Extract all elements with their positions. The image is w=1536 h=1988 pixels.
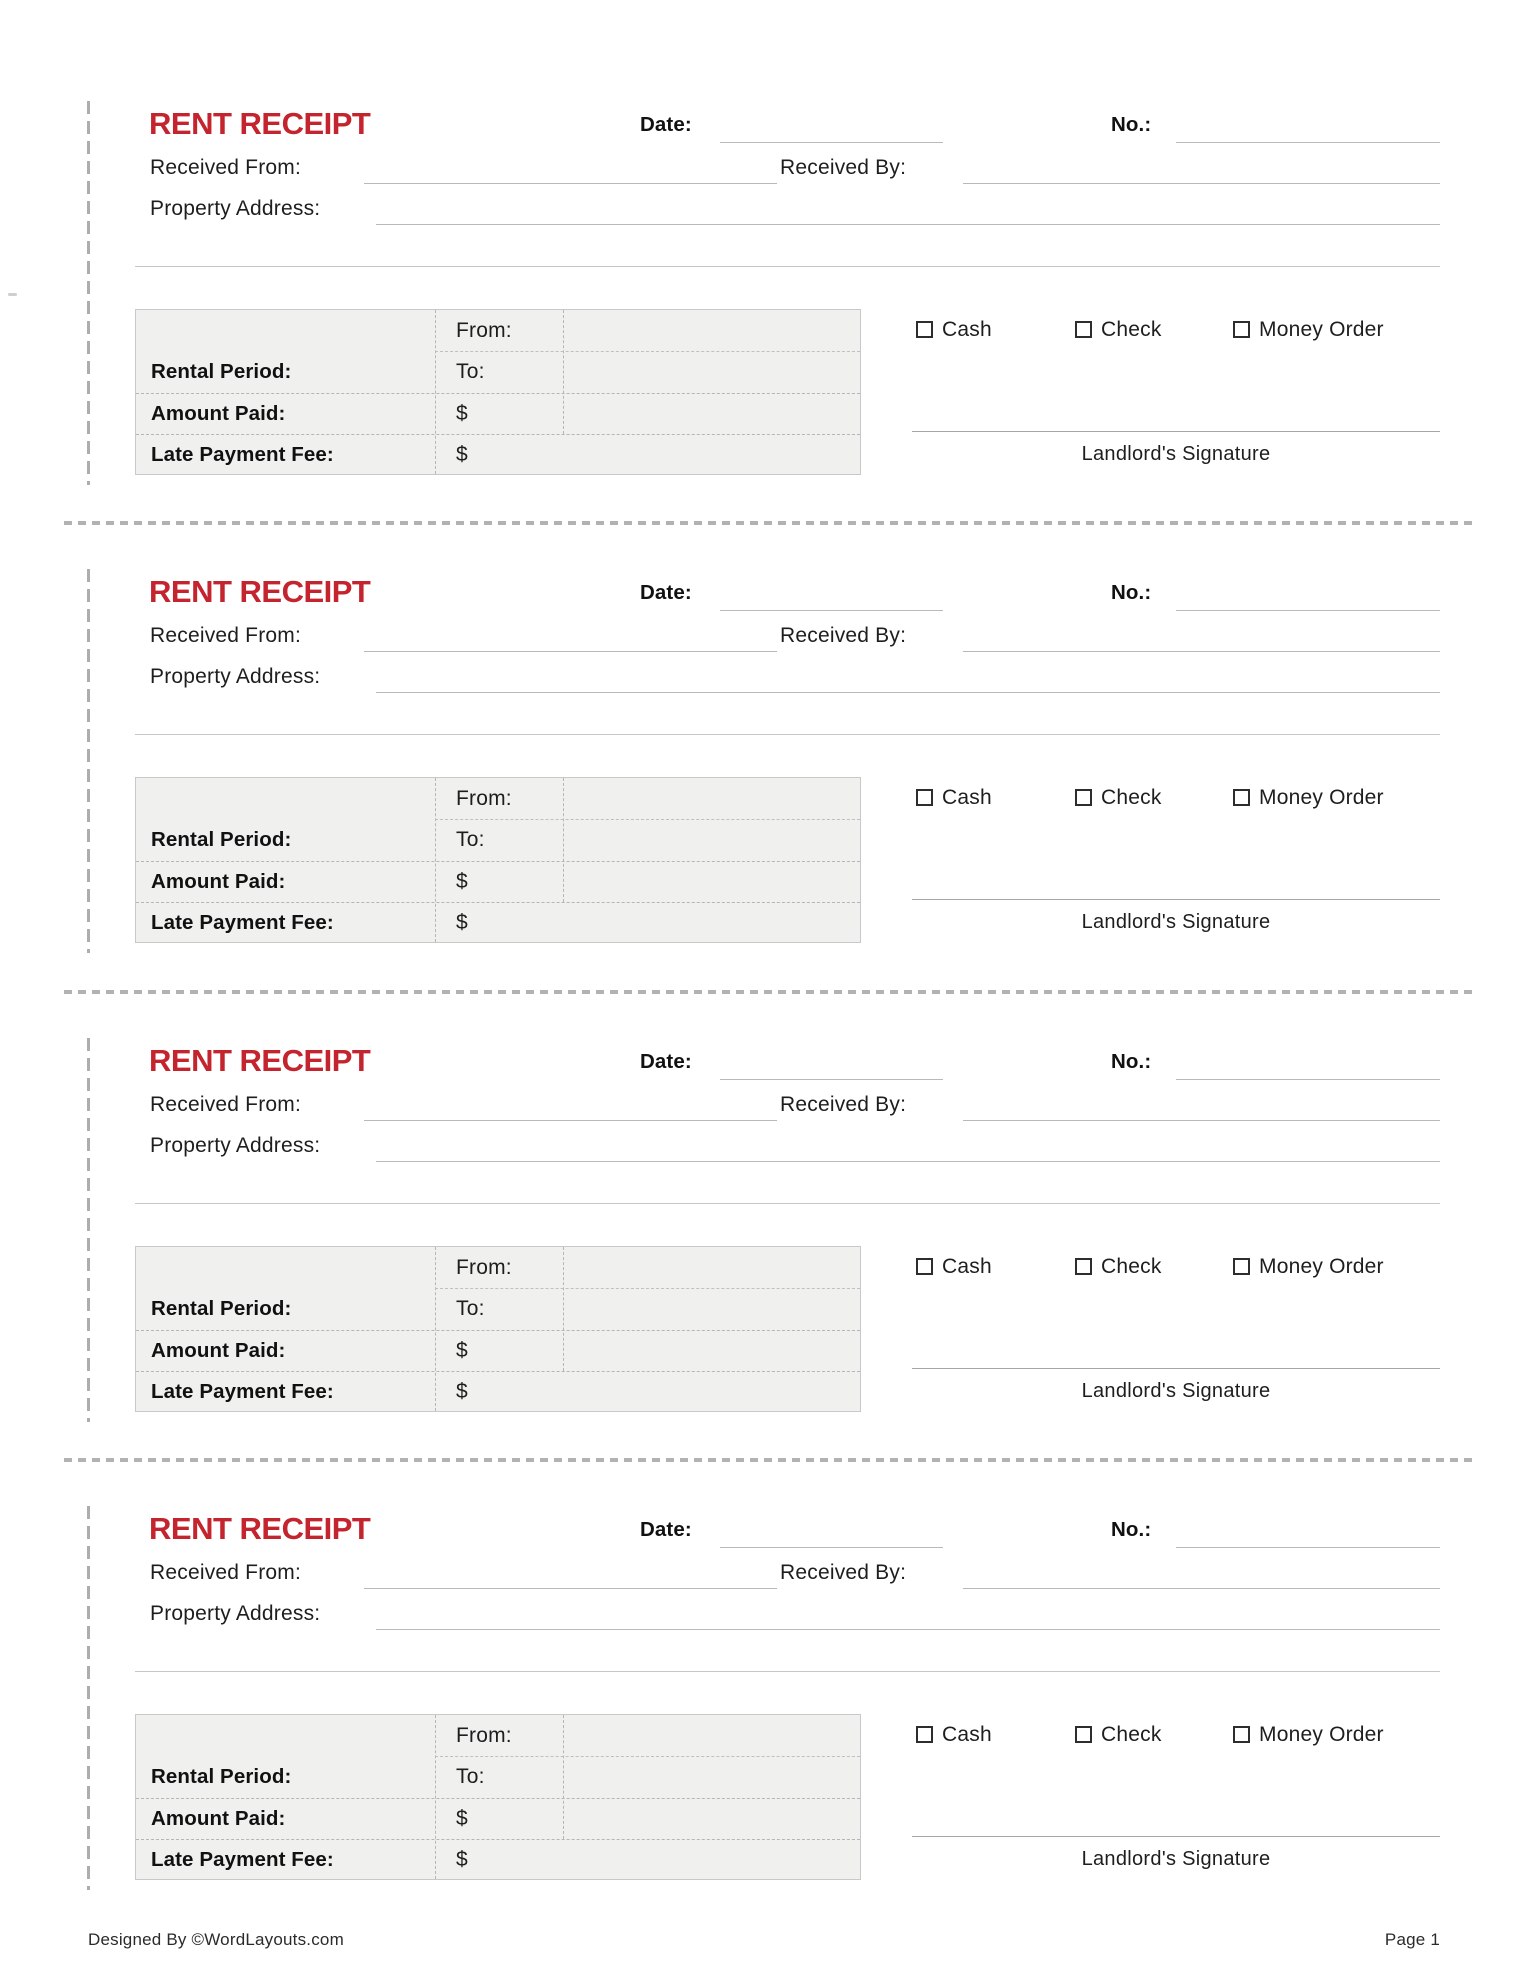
tear-off-separator (64, 1458, 1472, 1462)
checkbox-icon[interactable] (916, 789, 933, 806)
payment-option-money-order[interactable] (1233, 777, 1384, 818)
receipt-2 (0, 574, 1536, 961)
checkbox-icon[interactable] (1233, 321, 1250, 338)
property-address-label: Property Address: (150, 665, 321, 688)
checkbox-icon[interactable] (1075, 1258, 1092, 1275)
checkbox-icon[interactable] (1075, 321, 1092, 338)
perforation-dashed-line (87, 1038, 90, 1422)
late-fee-currency: $ (456, 1848, 468, 1871)
payment-option-label: Money Order (1259, 785, 1384, 809)
checkbox-icon[interactable] (1233, 789, 1250, 806)
payment-option-cash[interactable] (916, 309, 992, 350)
late-fee-label: Late Payment Fee: (151, 1848, 334, 1871)
date-label: Date: (640, 113, 692, 136)
from-label: From: (456, 786, 512, 810)
checkbox-icon[interactable] (1075, 789, 1092, 806)
received-from-input-line[interactable] (364, 1120, 777, 1121)
no-input-line[interactable] (1176, 1547, 1440, 1548)
rental-period-label: Rental Period: (151, 828, 292, 851)
signature-line[interactable] (912, 1836, 1440, 1837)
no-label: No.: (1111, 581, 1152, 604)
received-by-label: Received By: (780, 1093, 907, 1116)
property-address-label: Property Address: (150, 1602, 321, 1625)
amount-paid-value-cell[interactable] (481, 861, 859, 902)
section-divider (135, 734, 1440, 735)
from-label: From: (456, 1723, 512, 1747)
receipt-1 (0, 106, 1536, 493)
amount-paid-value-cell[interactable] (481, 1330, 859, 1371)
checkbox-icon[interactable] (916, 1258, 933, 1275)
signature-label: Landlord's Signature (1081, 1848, 1271, 1870)
from-value-cell[interactable] (563, 778, 861, 819)
receipt-3 (0, 1043, 1536, 1430)
table-column-divider (435, 310, 436, 474)
signature-line[interactable] (912, 1368, 1440, 1369)
signature-line[interactable] (912, 899, 1440, 900)
footer-credit: Designed By ©WordLayouts.com (88, 1930, 344, 1949)
date-input-line[interactable] (720, 610, 943, 611)
section-divider (135, 1203, 1440, 1204)
section-divider (135, 266, 1440, 267)
amount-paid-label: Amount Paid: (151, 869, 286, 893)
page-artifact-mark (8, 293, 17, 296)
amount-paid-currency: $ (456, 401, 468, 425)
payment-option-label: Money Order (1259, 317, 1384, 341)
payment-method-row (916, 309, 1440, 350)
from-value-cell[interactable] (563, 310, 861, 351)
property-address-label: Property Address: (150, 197, 321, 220)
property-address-input-line[interactable] (376, 692, 1440, 693)
late-fee-label: Late Payment Fee: (151, 443, 334, 466)
received-by-label: Received By: (780, 1561, 907, 1584)
payment-option-label: Check (1101, 317, 1162, 341)
payment-option-money-order[interactable] (1233, 309, 1384, 350)
to-label: To: (456, 828, 485, 851)
amount-paid-currency: $ (456, 1338, 468, 1362)
date-label: Date: (640, 1050, 692, 1073)
amount-paid-label: Amount Paid: (151, 401, 286, 425)
receipt-title: RENT RECEIPT (149, 106, 371, 141)
no-label: No.: (1111, 1050, 1152, 1073)
received-from-label: Received From: (150, 624, 302, 647)
table-column-divider (435, 778, 436, 942)
payment-option-cash[interactable] (916, 1714, 992, 1755)
payment-option-check[interactable] (1075, 1246, 1162, 1287)
payment-option-label: Check (1101, 785, 1162, 809)
property-address-label: Property Address: (150, 1134, 321, 1157)
late-fee-value-cell[interactable] (481, 1371, 859, 1413)
footer-page-number: Page 1 (1384, 1930, 1440, 1949)
received-from-label: Received From: (150, 156, 302, 179)
receipt-title: RENT RECEIPT (149, 1511, 371, 1546)
payment-option-check[interactable] (1075, 309, 1162, 350)
to-value-cell[interactable] (563, 1756, 861, 1798)
no-input-line[interactable] (1176, 610, 1440, 611)
rental-period-label: Rental Period: (151, 360, 292, 383)
payment-option-label: Cash (942, 1722, 992, 1746)
payment-option-cash[interactable] (916, 1246, 992, 1287)
receipt-title: RENT RECEIPT (149, 1043, 371, 1078)
date-input-line[interactable] (720, 1079, 943, 1080)
received-by-input-line[interactable] (963, 183, 1440, 184)
from-label: From: (456, 1255, 512, 1279)
to-value-cell[interactable] (563, 1288, 861, 1330)
payment-details-table (135, 1246, 861, 1412)
date-input-line[interactable] (720, 1547, 943, 1548)
payment-method-row (916, 1246, 1440, 1287)
received-from-input-line[interactable] (364, 651, 777, 652)
no-label: No.: (1111, 1518, 1152, 1541)
property-address-input-line[interactable] (376, 1629, 1440, 1630)
received-from-input-line[interactable] (364, 1588, 777, 1589)
to-value-cell[interactable] (563, 351, 861, 393)
no-label: No.: (1111, 113, 1152, 136)
late-fee-currency: $ (456, 911, 468, 934)
received-by-input-line[interactable] (963, 1588, 1440, 1589)
payment-details-table (135, 777, 861, 943)
amount-paid-currency: $ (456, 869, 468, 893)
late-fee-value-cell[interactable] (481, 434, 859, 476)
to-value-cell[interactable] (563, 819, 861, 861)
from-value-cell[interactable] (563, 1247, 861, 1288)
checkbox-icon[interactable] (1233, 1258, 1250, 1275)
signature-label: Landlord's Signature (1081, 911, 1271, 933)
to-label: To: (456, 1297, 485, 1320)
no-input-line[interactable] (1176, 1079, 1440, 1080)
receipt-title: RENT RECEIPT (149, 574, 371, 609)
no-input-line[interactable] (1176, 142, 1440, 143)
received-from-label: Received From: (150, 1561, 302, 1584)
signature-label: Landlord's Signature (1081, 1380, 1271, 1402)
signature-line[interactable] (912, 431, 1440, 432)
rental-period-label: Rental Period: (151, 1297, 292, 1320)
signature-label: Landlord's Signature (1081, 443, 1271, 465)
received-by-label: Received By: (780, 624, 907, 647)
payment-method-row (916, 1714, 1440, 1755)
late-fee-label: Late Payment Fee: (151, 1380, 334, 1403)
property-address-input-line[interactable] (376, 224, 1440, 225)
date-label: Date: (640, 581, 692, 604)
late-fee-value-cell[interactable] (481, 1839, 859, 1881)
checkbox-icon[interactable] (916, 1726, 933, 1743)
payment-option-label: Check (1101, 1254, 1162, 1278)
checkbox-icon[interactable] (916, 321, 933, 338)
amount-paid-value-cell[interactable] (481, 393, 859, 434)
receipt-4 (0, 1511, 1536, 1898)
late-fee-currency: $ (456, 443, 468, 466)
from-label: From: (456, 318, 512, 342)
payment-details-table (135, 309, 861, 475)
payment-details-table (135, 1714, 861, 1880)
to-label: To: (456, 360, 485, 383)
checkbox-icon[interactable] (1075, 1726, 1092, 1743)
late-fee-label: Late Payment Fee: (151, 911, 334, 934)
payment-option-label: Money Order (1259, 1254, 1384, 1278)
payment-option-money-order[interactable] (1233, 1246, 1384, 1287)
amount-paid-label: Amount Paid: (151, 1806, 286, 1830)
to-label: To: (456, 1765, 485, 1788)
tear-off-separator (64, 521, 1472, 525)
late-fee-currency: $ (456, 1380, 468, 1403)
amount-paid-label: Amount Paid: (151, 1338, 286, 1362)
perforation-dashed-line (87, 1506, 90, 1890)
section-divider (135, 1671, 1440, 1672)
table-column-divider (435, 1247, 436, 1411)
payment-option-check[interactable] (1075, 777, 1162, 818)
perforation-dashed-line (87, 101, 90, 485)
late-fee-value-cell[interactable] (481, 902, 859, 944)
property-address-input-line[interactable] (376, 1161, 1440, 1162)
received-from-label: Received From: (150, 1093, 302, 1116)
perforation-dashed-line (87, 569, 90, 953)
payment-option-cash[interactable] (916, 777, 992, 818)
amount-paid-currency: $ (456, 1806, 468, 1830)
payment-option-label: Cash (942, 785, 992, 809)
payment-method-row (916, 777, 1440, 818)
date-label: Date: (640, 1518, 692, 1541)
table-column-divider (435, 1715, 436, 1879)
amount-paid-value-cell[interactable] (481, 1798, 859, 1839)
payment-option-label: Check (1101, 1722, 1162, 1746)
received-by-input-line[interactable] (963, 1120, 1440, 1121)
received-by-label: Received By: (780, 156, 907, 179)
checkbox-icon[interactable] (1233, 1726, 1250, 1743)
payment-option-label: Money Order (1259, 1722, 1384, 1746)
date-input-line[interactable] (720, 142, 943, 143)
payment-option-money-order[interactable] (1233, 1714, 1384, 1755)
payment-option-label: Cash (942, 317, 992, 341)
tear-off-separator (64, 990, 1472, 994)
from-value-cell[interactable] (563, 1715, 861, 1756)
payment-option-check[interactable] (1075, 1714, 1162, 1755)
rental-period-label: Rental Period: (151, 1765, 292, 1788)
received-by-input-line[interactable] (963, 651, 1440, 652)
received-from-input-line[interactable] (364, 183, 777, 184)
payment-option-label: Cash (942, 1254, 992, 1278)
